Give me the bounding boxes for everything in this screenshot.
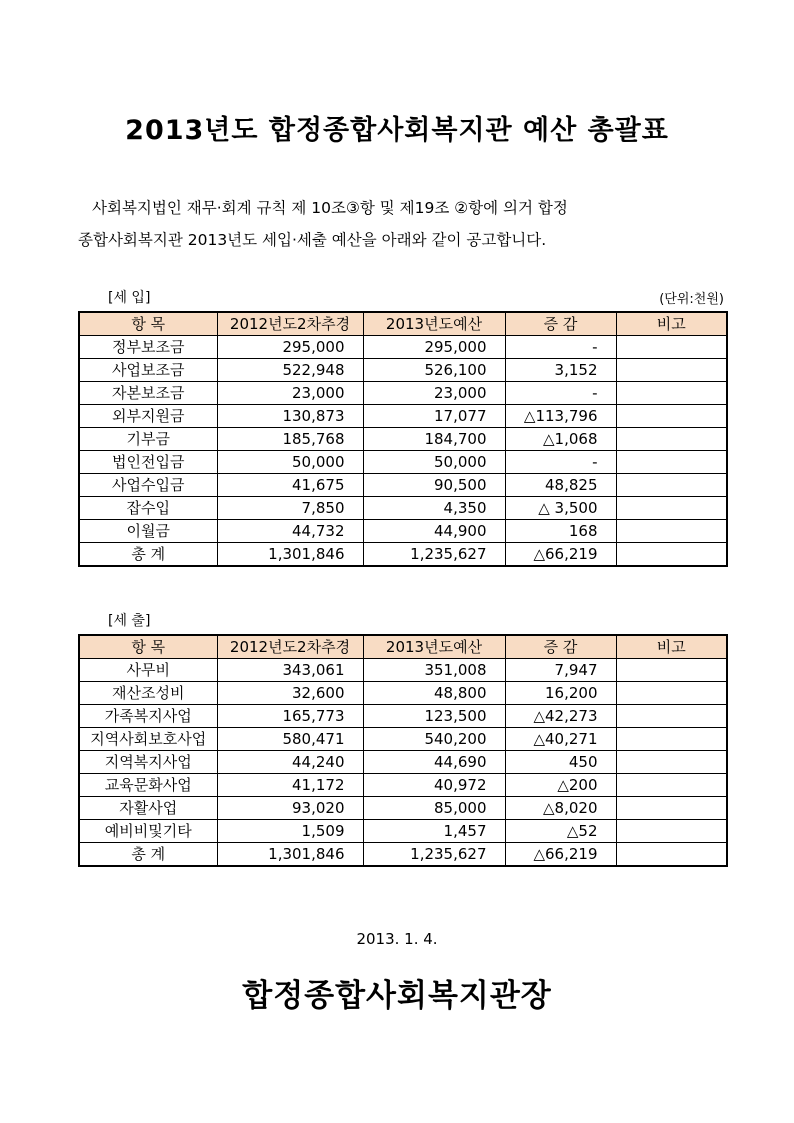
- cell-2013: 1,235,627: [363, 843, 505, 867]
- cell-note: [616, 451, 727, 474]
- cell-change: -: [505, 336, 616, 359]
- cell-note: [616, 774, 727, 797]
- cell-2012: 44,240: [217, 751, 363, 774]
- cell-2012: 343,061: [217, 659, 363, 682]
- cell-2012: 1,301,846: [217, 843, 363, 867]
- cell-item: 자본보조금: [79, 382, 217, 405]
- cell-note: [616, 659, 727, 682]
- header-note: 비고: [616, 312, 727, 336]
- income-section-label: [세 입]: [108, 290, 151, 306]
- cell-change: -: [505, 382, 616, 405]
- cell-2013: 48,800: [363, 682, 505, 705]
- signer-title: 합정종합사회복지관장: [242, 978, 552, 1014]
- cell-note: [616, 797, 727, 820]
- cell-note: [616, 382, 727, 405]
- header-row: [79, 635, 727, 659]
- table-row: [79, 336, 727, 359]
- cell-note: [616, 705, 727, 728]
- intro-line-2: 종합사회복지관 2013년도 세입·세출 예산을 아래와 같이 공고합니다.: [78, 231, 547, 249]
- header-row: [79, 312, 727, 336]
- expense-table: [78, 634, 728, 867]
- table-row: [79, 659, 727, 682]
- cell-change: △40,271: [505, 728, 616, 751]
- cell-2012: 185,768: [217, 428, 363, 451]
- cell-change: △113,796: [505, 405, 616, 428]
- cell-2012: 165,773: [217, 705, 363, 728]
- cell-item: 사무비: [79, 659, 217, 682]
- cell-note: [616, 682, 727, 705]
- cell-note: [616, 474, 727, 497]
- table-row: [79, 405, 727, 428]
- cell-note: [616, 405, 727, 428]
- header-2012: 2012년도2차추경: [217, 635, 363, 659]
- cell-2013: 4,350: [363, 497, 505, 520]
- cell-item: 가족복지사업: [79, 705, 217, 728]
- cell-2013: 85,000: [363, 797, 505, 820]
- cell-2013: 17,077: [363, 405, 505, 428]
- unit-label: (단위:천원): [659, 292, 724, 307]
- cell-2013: 184,700: [363, 428, 505, 451]
- header-change: 증 감: [505, 312, 616, 336]
- cell-item: 예비비및기타: [79, 820, 217, 843]
- document-title: 2013년도 합정종합사회복지관 예산 총괄표: [125, 115, 669, 146]
- table-row: [79, 520, 727, 543]
- cell-note: [616, 497, 727, 520]
- cell-2012: 41,675: [217, 474, 363, 497]
- table-row: [79, 751, 727, 774]
- table-row: [79, 774, 727, 797]
- cell-change: 3,152: [505, 359, 616, 382]
- announcement-date: 2013. 1. 4.: [356, 930, 438, 948]
- cell-2012: 23,000: [217, 382, 363, 405]
- cell-2012: 1,301,846: [217, 543, 363, 567]
- table-row: [79, 797, 727, 820]
- cell-change: △8,020: [505, 797, 616, 820]
- cell-item: 자활사업: [79, 797, 217, 820]
- cell-change: △66,219: [505, 843, 616, 867]
- cell-item: 사업보조금: [79, 359, 217, 382]
- income-table-body: [79, 336, 727, 567]
- cell-item: 이월금: [79, 520, 217, 543]
- cell-2012: 50,000: [217, 451, 363, 474]
- cell-2013: 540,200: [363, 728, 505, 751]
- cell-note: [616, 336, 727, 359]
- cell-change: △42,273: [505, 705, 616, 728]
- cell-change: △66,219: [505, 543, 616, 567]
- cell-change: 168: [505, 520, 616, 543]
- cell-change: △52: [505, 820, 616, 843]
- cell-2013: 295,000: [363, 336, 505, 359]
- cell-item: 지역복지사업: [79, 751, 217, 774]
- cell-2013: 526,100: [363, 359, 505, 382]
- cell-item: 잡수입: [79, 497, 217, 520]
- cell-change: △200: [505, 774, 616, 797]
- cell-note: [616, 751, 727, 774]
- cell-note: [616, 843, 727, 867]
- cell-item: 정부보조금: [79, 336, 217, 359]
- table-row: [79, 497, 727, 520]
- cell-item: 지역사회보호사업: [79, 728, 217, 751]
- cell-2012: 522,948: [217, 359, 363, 382]
- cell-note: [616, 728, 727, 751]
- cell-change: 7,947: [505, 659, 616, 682]
- header-2013: 2013년도예산: [363, 312, 505, 336]
- income-table-header: [79, 312, 727, 336]
- table-row: [79, 705, 727, 728]
- table-row: [79, 543, 727, 567]
- cell-2012: 1,509: [217, 820, 363, 843]
- income-table: [78, 311, 728, 567]
- header-change: 증 감: [505, 635, 616, 659]
- cell-2013: 1,457: [363, 820, 505, 843]
- table-row: [79, 820, 727, 843]
- cell-note: [616, 543, 727, 567]
- cell-item: 총 계: [79, 543, 217, 567]
- header-item: 항 목: [79, 312, 217, 336]
- cell-change: 16,200: [505, 682, 616, 705]
- cell-2012: 93,020: [217, 797, 363, 820]
- cell-item: 외부지원금: [79, 405, 217, 428]
- table-row: [79, 474, 727, 497]
- cell-2012: 130,873: [217, 405, 363, 428]
- cell-2012: 295,000: [217, 336, 363, 359]
- table-row: [79, 451, 727, 474]
- cell-change: △1,068: [505, 428, 616, 451]
- cell-change: 450: [505, 751, 616, 774]
- cell-2013: 351,008: [363, 659, 505, 682]
- cell-2013: 40,972: [363, 774, 505, 797]
- table-row: [79, 382, 727, 405]
- intro-line-1: 사회복지법인 재무·회계 규칙 제 10조③항 및 제19조 ②항에 의거 합정: [92, 199, 568, 217]
- table-row: [79, 428, 727, 451]
- cell-2013: 123,500: [363, 705, 505, 728]
- cell-change: -: [505, 451, 616, 474]
- cell-item: 총 계: [79, 843, 217, 867]
- table-row: [79, 728, 727, 751]
- cell-item: 사업수입금: [79, 474, 217, 497]
- cell-2012: 580,471: [217, 728, 363, 751]
- cell-2013: 1,235,627: [363, 543, 505, 567]
- header-2013: 2013년도예산: [363, 635, 505, 659]
- cell-note: [616, 428, 727, 451]
- cell-item: 법인전입금: [79, 451, 217, 474]
- cell-2012: 44,732: [217, 520, 363, 543]
- cell-note: [616, 359, 727, 382]
- cell-2012: 41,172: [217, 774, 363, 797]
- cell-note: [616, 820, 727, 843]
- cell-note: [616, 520, 727, 543]
- cell-item: 재산조성비: [79, 682, 217, 705]
- cell-2013: 44,690: [363, 751, 505, 774]
- cell-item: 교육문화사업: [79, 774, 217, 797]
- header-note: 비고: [616, 635, 727, 659]
- expense-table-body: [79, 659, 727, 867]
- header-item: 항 목: [79, 635, 217, 659]
- cell-2012: 7,850: [217, 497, 363, 520]
- cell-change: 48,825: [505, 474, 616, 497]
- header-2012: 2012년도2차추경: [217, 312, 363, 336]
- cell-2012: 32,600: [217, 682, 363, 705]
- table-row: [79, 359, 727, 382]
- expense-section-label: [세 출]: [108, 613, 151, 629]
- table-row: [79, 682, 727, 705]
- cell-2013: 50,000: [363, 451, 505, 474]
- cell-2013: 90,500: [363, 474, 505, 497]
- expense-table-header: [79, 635, 727, 659]
- cell-item: 기부금: [79, 428, 217, 451]
- cell-2013: 23,000: [363, 382, 505, 405]
- cell-change: △ 3,500: [505, 497, 616, 520]
- table-row: [79, 843, 727, 867]
- cell-2013: 44,900: [363, 520, 505, 543]
